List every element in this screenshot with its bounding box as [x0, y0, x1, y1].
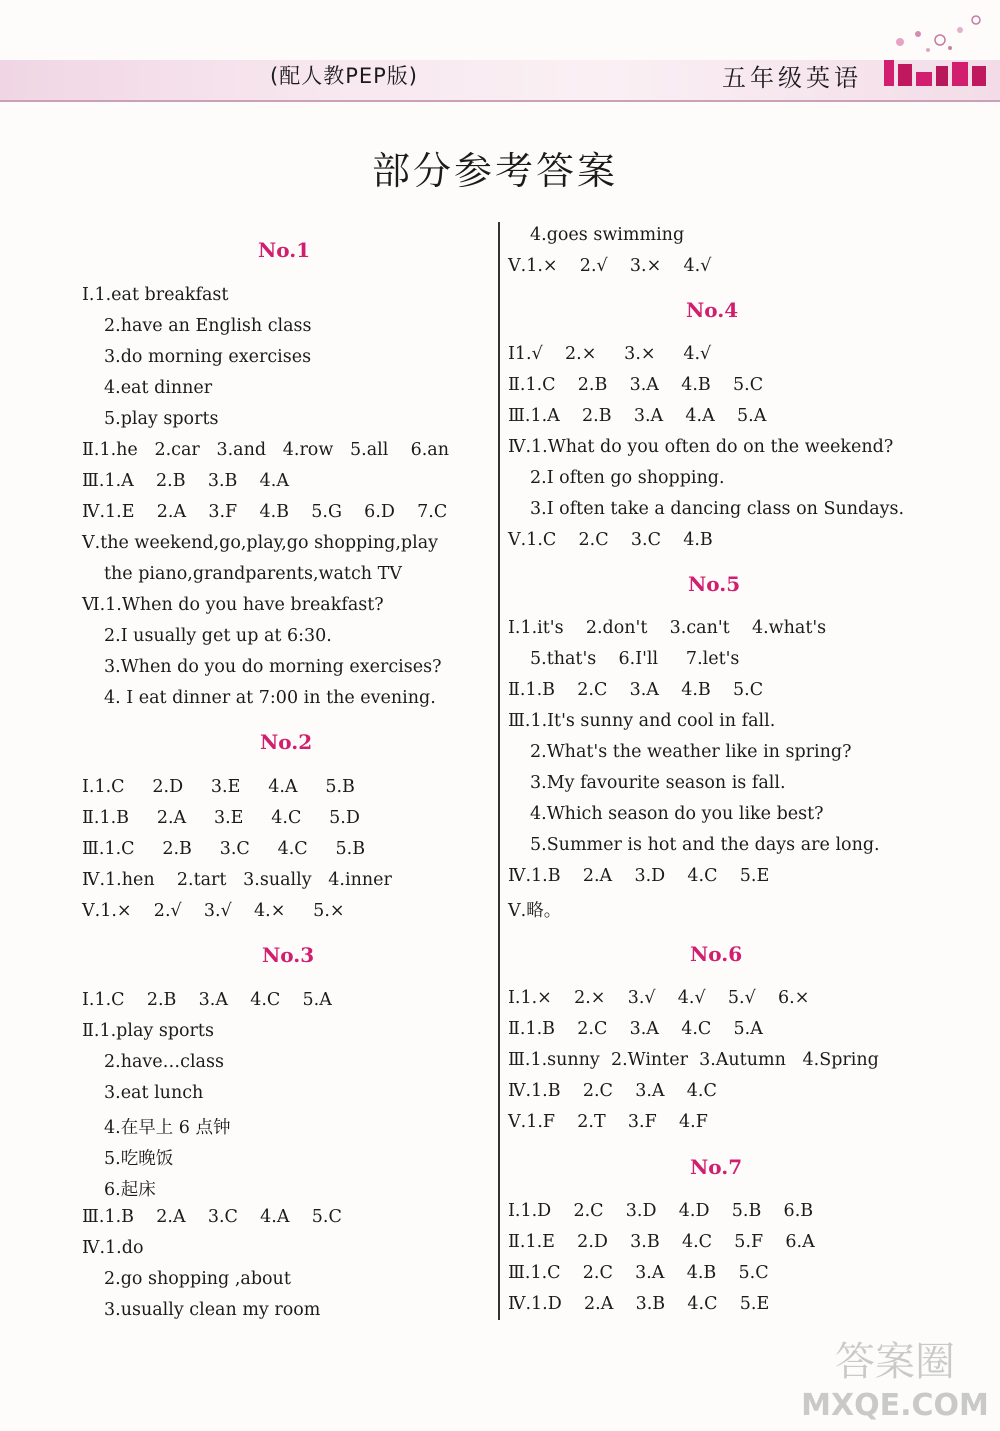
answer-line: Ⅱ.1.he 2.car 3.and 4.row 5.all 6.an [82, 440, 449, 460]
answer-line: Ⅳ.1.hen 2.tart 3.sually 4.inner [82, 870, 392, 890]
answer-line: Ⅳ.1.D 2.A 3.B 4.C 5.E [508, 1294, 770, 1314]
watermark-bottom: MXQE.COM [801, 1388, 989, 1423]
answer-line: Ⅱ.1.B 2.C 3.A 4.B 5.C [508, 680, 764, 700]
answer-line: Ⅰ.1.× 2.× 3.√ 4.√ 5.√ 6.× [508, 988, 810, 1008]
section-heading: No.1 [258, 238, 311, 262]
answer-line: 4.eat dinner [104, 378, 213, 398]
answer-line: Ⅰ.1.C 2.B 3.A 4.C 5.A [82, 990, 332, 1010]
subject-label: 五年级英语 [722, 64, 862, 92]
edition-label: (配人教PEP版) [270, 64, 418, 88]
answer-line: 5.Summer is hot and the days are long. [530, 835, 880, 855]
answer-line: 5.play sports [104, 409, 219, 429]
answer-line: 3.When do you do morning exercises? [104, 657, 442, 677]
answer-line: Ⅳ.1.E 2.A 3.F 4.B 5.G 6.D 7.C [82, 502, 448, 522]
answer-line: Ⅰ.1.D 2.C 3.D 4.D 5.B 6.B [508, 1201, 814, 1221]
answer-line: Ⅲ.1.It's sunny and cool in fall. [508, 711, 776, 731]
answer-line: Ⅱ.1.B 2.C 3.A 4.C 5.A [508, 1019, 763, 1039]
answer-line: Ⅰ1.√ 2.× 3.× 4.√ [508, 344, 712, 364]
column-divider [498, 222, 500, 1320]
answer-line: Ⅱ.1.play sports [82, 1021, 214, 1041]
answer-line: Ⅴ.略。 [508, 901, 562, 921]
answer-line: Ⅵ.1.When do you have breakfast? [82, 595, 384, 615]
answer-line: 2.go shopping ,about [104, 1269, 291, 1289]
answer-line: 4.goes swimming [530, 225, 685, 245]
watermark-top: 答案圈 [835, 1339, 955, 1385]
answer-line: 3.usually clean my room [104, 1300, 321, 1320]
answer-line: 5.that's 6.I'll 7.let's [530, 649, 740, 669]
answer-line: Ⅱ.1.C 2.B 3.A 4.B 5.C [508, 375, 764, 395]
answer-line: 4.Which season do you like best? [530, 804, 824, 824]
answer-line: Ⅲ.1.C 2.B 3.C 4.C 5.B [82, 839, 366, 859]
answer-line: Ⅳ.1.What do you often do on the weekend? [508, 437, 894, 457]
answer-line: 2.have an English class [104, 316, 312, 336]
section-heading: No.7 [690, 1155, 743, 1179]
answer-line: 2.What's the weather like in spring? [530, 742, 852, 762]
answer-line: 3.My favourite season is fall. [530, 773, 786, 793]
answer-line: Ⅴ.1.F 2.T 3.F 4.F [508, 1112, 708, 1132]
answer-line: 3.I often take a dancing class on Sundays. [530, 499, 905, 519]
flower-decoration-icon [880, 12, 990, 54]
answer-line: 4. I eat dinner at 7:00 in the evening. [104, 688, 436, 708]
answer-line: Ⅲ.1.A 2.B 3.B 4.A [82, 471, 289, 491]
answer-line: Ⅱ.1.E 2.D 3.B 4.C 5.F 6.A [508, 1232, 815, 1252]
brand-logo-icon [882, 54, 992, 90]
answer-line: Ⅳ.1.do [82, 1238, 144, 1258]
section-heading: No.3 [262, 943, 315, 967]
page-title: 部分参考答案 [371, 149, 618, 193]
answer-line: 2.have…class [104, 1052, 224, 1072]
answer-line: Ⅳ.1.B 2.C 3.A 4.C [508, 1081, 717, 1101]
answer-line: Ⅳ.1.B 2.A 3.D 4.C 5.E [508, 866, 770, 886]
answer-line: 3.do morning exercises [104, 347, 312, 367]
answer-line: Ⅲ.1.sunny 2.Winter 3.Autumn 4.Spring [508, 1050, 879, 1070]
answer-line: 3.eat lunch [104, 1083, 204, 1103]
answer-line: Ⅱ.1.B 2.A 3.E 4.C 5.D [82, 808, 360, 828]
answer-line: Ⅰ.1.it's 2.don't 3.can't 4.what's [508, 618, 827, 638]
answer-line: 5.吃晚饭 [104, 1149, 174, 1169]
section-heading: No.4 [686, 298, 739, 322]
section-heading: No.6 [690, 942, 743, 966]
answer-line: Ⅴ.1.× 2.√ 3.√ 4.× 5.× [82, 901, 345, 921]
answer-line: 4.在早上 6 点钟 [104, 1118, 231, 1138]
answer-line: Ⅰ.1.C 2.D 3.E 4.A 5.B [82, 777, 355, 797]
section-heading: No.2 [260, 730, 313, 754]
answer-line: Ⅲ.1.A 2.B 3.A 4.A 5.A [508, 406, 767, 426]
answer-line: Ⅴ.1.C 2.C 3.C 4.B [508, 530, 713, 550]
answer-line: Ⅲ.1.C 2.C 3.A 4.B 5.C [508, 1263, 769, 1283]
answer-line: 2.I often go shopping. [530, 468, 725, 488]
answer-line: 2.I usually get up at 6:30. [104, 626, 332, 646]
answer-line: Ⅴ.the weekend,go,play,go shopping,play [82, 533, 439, 553]
answer-line: Ⅴ.1.× 2.√ 3.× 4.√ [508, 256, 712, 276]
answer-line: the piano,grandparents,watch TV [104, 564, 402, 584]
answer-line: Ⅲ.1.B 2.A 3.C 4.A 5.C [82, 1207, 342, 1227]
watermark-logo [800, 1330, 990, 1425]
answer-line: Ⅰ.1.eat breakfast [82, 285, 229, 305]
answer-line: 6.起床 [104, 1180, 156, 1200]
section-heading: No.5 [688, 572, 741, 596]
